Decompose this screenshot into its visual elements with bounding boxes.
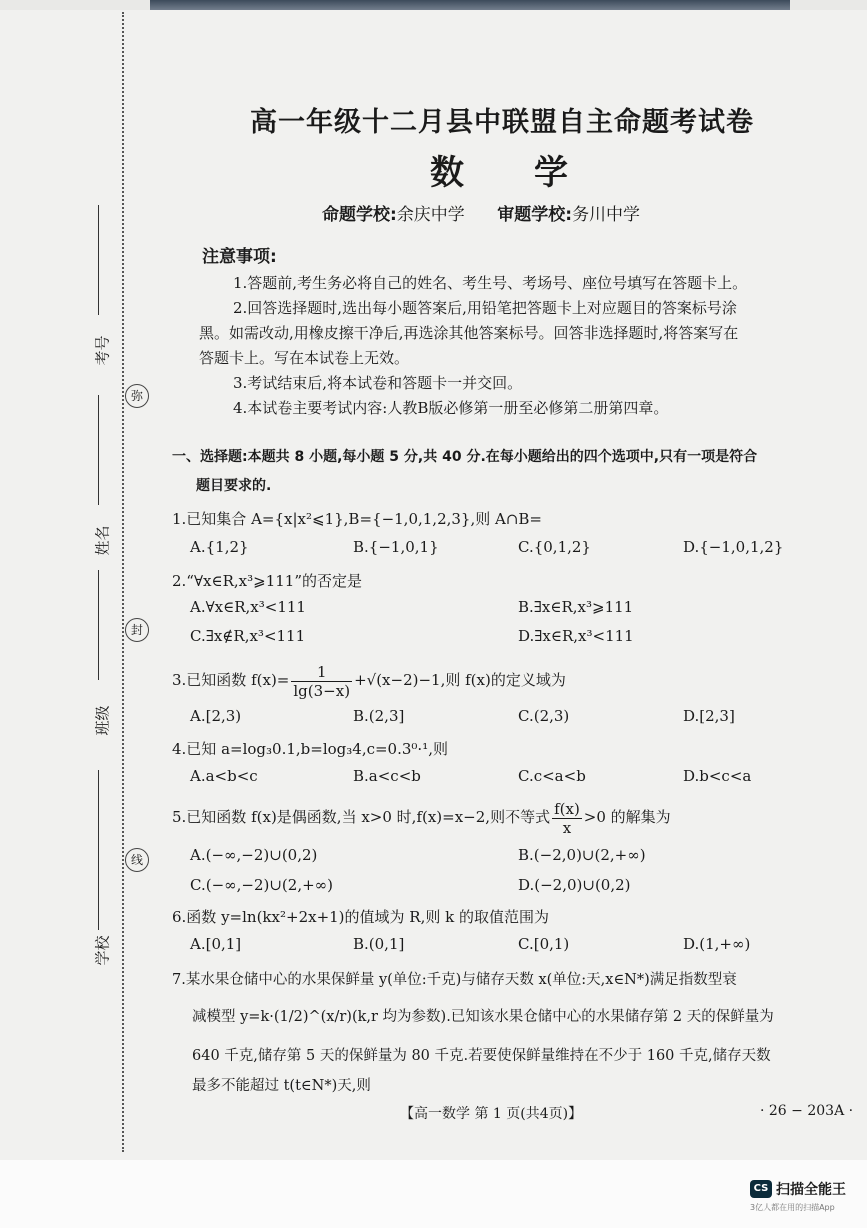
- review-school-label: 审题学校:: [497, 205, 573, 225]
- notice-item: 黑。如需改动,用橡皮擦干净后,再选涂其他答案标号。回答非选择题时,将答案写在: [199, 324, 739, 342]
- school-label: 学校: [93, 935, 112, 966]
- notice-item: 4.本试卷主要考试内容:人教B版必修第一册至必修第二册第四章。: [233, 399, 669, 417]
- paper-code: · 26 − 203A ·: [760, 1103, 854, 1119]
- seal-mark: 弥: [125, 384, 149, 408]
- subject-title: 数学: [430, 153, 638, 193]
- q5-fraction: [552, 800, 582, 837]
- q5-option-b: B.(−2,0)∪(2,+∞): [518, 846, 646, 864]
- set-school-label: 命题学校:: [322, 205, 397, 225]
- name-label: 姓名: [93, 525, 112, 556]
- q5-option-d: D.(−2,0)∪(0,2): [518, 876, 631, 894]
- q4-option-d: D.b<c<a: [683, 767, 752, 785]
- seal-mark: 封: [125, 618, 149, 642]
- notice-heading: 注意事项:: [202, 247, 277, 267]
- camscanner-logo-icon: CS: [750, 1180, 772, 1198]
- question-7-line: 减模型 y=k·(1/2)^(x/r)(k,r 均为参数).已知该水果仓储中心的水果储存第 2 天的保鲜量为: [192, 1009, 774, 1025]
- question-2-stem: 2.“∀x∈R,x³⩾111”的否定是: [172, 572, 362, 590]
- name-blank: [98, 395, 100, 505]
- q2-option-d: D.∃x∈R,x³<111: [518, 627, 634, 645]
- set-school: 余庆中学: [396, 205, 465, 225]
- section-heading-cont: 题目要求的.: [196, 478, 272, 494]
- question-7-line: 最多不能超过 t(t∈N*)天,则: [192, 1078, 371, 1094]
- q5-denominator: x: [562, 818, 572, 837]
- q5-numerator: f(x): [554, 799, 580, 818]
- seal-mark: 线: [125, 848, 149, 872]
- section-heading: 一、选择题:本题共 8 小题,每小题 5 分,共 40 分.在每小题给出的四个选项中,只有一项是符合: [172, 449, 758, 465]
- q4-option-b: B.a<c<b: [353, 767, 421, 785]
- class-blank: [98, 570, 100, 680]
- q6-option-c: C.[0,1): [518, 935, 570, 953]
- q5-stem-suffix: >0 的解集为: [583, 808, 671, 826]
- question-1-stem: 1.已知集合 A={x|x²⩽1},B={−1,0,1,2,3},则 A∩B=: [172, 510, 542, 528]
- q1-option-b: B.{−1,0,1}: [353, 538, 439, 556]
- camscanner-tagline: 3亿人都在用的扫描App: [750, 1203, 835, 1212]
- q3-option-c: C.(2,3): [518, 707, 570, 725]
- q3-denominator: lg(3−x): [293, 681, 351, 700]
- q2-option-c: C.∃x∉R,x³<111: [190, 627, 306, 645]
- q5-option-c: C.(−∞,−2)∪(2,+∞): [190, 876, 334, 894]
- q2-option-a: A.∀x∈R,x³<111: [190, 598, 306, 616]
- question-7-line: 640 千克,储存第 5 天的保鲜量为 80 千克.若要使保鲜量维持在不少于 160 千克,储存天数: [192, 1048, 771, 1064]
- scan-bottom-area: [0, 1160, 867, 1228]
- q3-option-d: D.[2,3]: [683, 707, 735, 725]
- exam-title: 高一年级十二月县中联盟自主命题考试卷: [250, 107, 754, 138]
- q3-stem-prefix: 3.已知函数 f(x)=: [172, 671, 290, 689]
- binding-line: [122, 12, 124, 1152]
- class-label: 班级: [93, 705, 112, 736]
- notice-item: 3.考试结束后,将本试卷和答题卡一并交回。: [233, 374, 523, 392]
- school-credits: [322, 200, 640, 225]
- q5-stem-prefix: 5.已知函数 f(x)是偶函数,当 x>0 时,f(x)=x−2,则不等式: [172, 808, 551, 826]
- notice-item: 答题卡上。写在本试卷上无效。: [199, 349, 410, 367]
- q2-option-b: B.∃x∈R,x³⩾111: [518, 598, 634, 616]
- camscanner-brand: 扫描全能王: [776, 1182, 846, 1198]
- q3-fraction: [291, 663, 352, 700]
- q6-option-d: D.(1,+∞): [683, 935, 751, 953]
- q4-option-c: C.c<a<b: [518, 767, 586, 785]
- q6-option-a: A.[0,1]: [190, 935, 242, 953]
- notice-item: 1.答题前,考生务必将自己的姓名、考生号、考场号、座位号填写在答题卡上。: [233, 274, 748, 292]
- question-7-line: 7.某水果仓储中心的水果保鲜量 y(单位:千克)与储存天数 x(单位:天,x∈N*)满足指数型衰: [172, 972, 737, 988]
- q3-stem-suffix: +√(x−2)−1,则 f(x)的定义域为: [354, 671, 566, 689]
- q3-numerator: 1: [291, 663, 352, 682]
- q3-option-b: B.(2,3]: [353, 707, 405, 725]
- review-school: 务川中学: [572, 205, 641, 225]
- school-blank: [98, 770, 100, 930]
- question-3-stem: [172, 660, 566, 700]
- q1-option-c: C.{0,1,2}: [518, 538, 591, 556]
- question-4-stem: 4.已知 a=log₃0.1,b=log₃4,c=0.3⁰·¹,则: [172, 740, 448, 758]
- notice-item: 2.回答选择题时,选出每小题答案后,用铅笔把答题卡上对应题目的答案标号涂: [233, 299, 737, 317]
- question-5-stem: [172, 797, 671, 837]
- q1-option-a: A.{1,2}: [190, 538, 249, 556]
- question-6-stem: 6.函数 y=ln(kx²+2x+1)的值域为 R,则 k 的取值范围为: [172, 908, 549, 926]
- page-footer: 【高一数学 第 1 页(共4页)】: [400, 1106, 583, 1122]
- q3-option-a: A.[2,3): [190, 707, 242, 725]
- q4-option-a: A.a<b<c: [190, 767, 258, 785]
- exam-no-label: 考号: [93, 335, 112, 366]
- q6-option-b: B.(0,1]: [353, 935, 405, 953]
- q5-option-a: A.(−∞,−2)∪(0,2): [190, 846, 318, 864]
- q1-option-d: D.{−1,0,1,2}: [683, 538, 784, 556]
- exam-no-blank: [98, 205, 100, 315]
